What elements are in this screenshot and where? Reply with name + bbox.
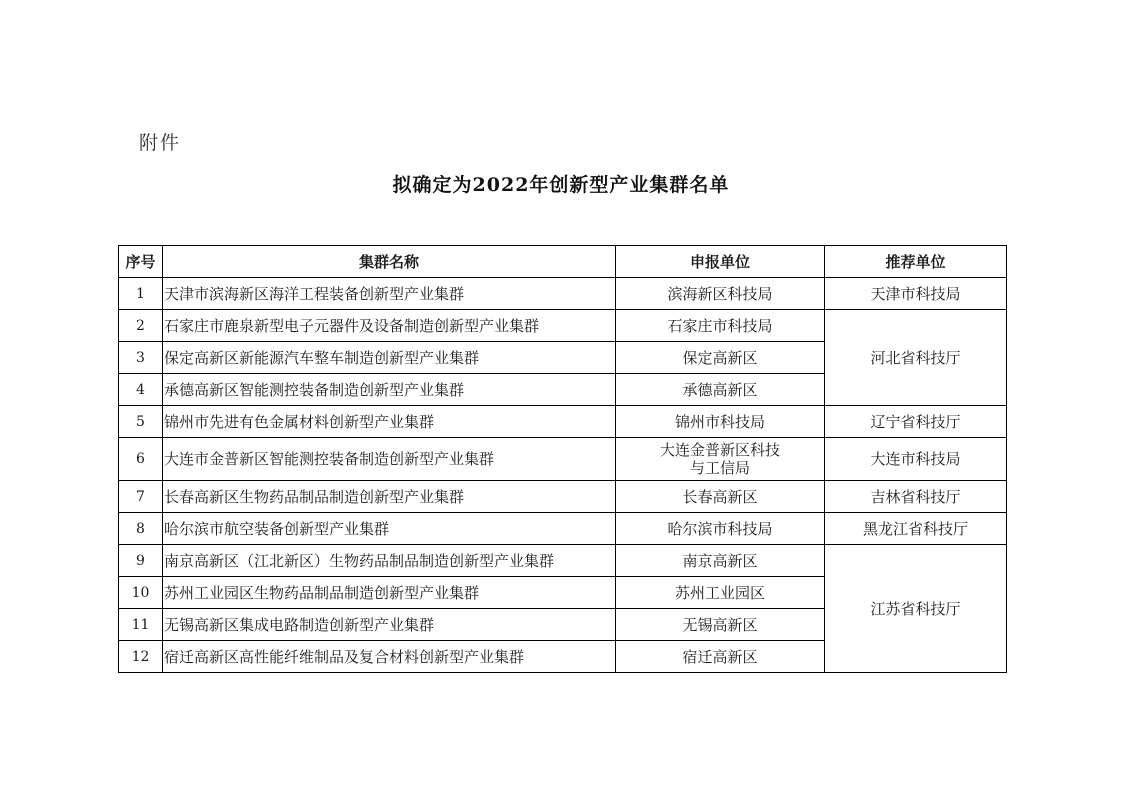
- row-applicant-cell: [616, 438, 825, 481]
- table-row: [119, 481, 1007, 513]
- attachment-label: 附件: [139, 132, 182, 154]
- row-cluster-name: 石家庄市鹿泉新型电子元器件及设备制造创新型产业集群: [163, 310, 616, 342]
- header-applicant: 申报单位: [616, 246, 825, 278]
- row-cluster-name: 宿迁高新区高性能纤维制品及复合材料创新型产业集群: [163, 641, 616, 673]
- header-index: 序号: [119, 246, 163, 278]
- row-applicant: 南京高新区: [616, 545, 825, 577]
- row-recommender: 大连市科技局: [825, 438, 1007, 481]
- row-cluster-name: 南京高新区（江北新区）生物药品制品制造创新型产业集群: [163, 545, 616, 577]
- row-index: 1: [119, 278, 163, 310]
- header-recommender: 推荐单位: [825, 246, 1007, 278]
- row-recommender: 河北省科技厅: [825, 310, 1007, 406]
- table-row: [119, 513, 1007, 545]
- row-recommender: 江苏省科技厅: [825, 545, 1007, 673]
- row-cluster-name: 大连市金普新区智能测控装备制造创新型产业集群: [163, 438, 616, 481]
- row-cluster-name: 保定高新区新能源汽车整车制造创新型产业集群: [163, 342, 616, 374]
- row-index: 10: [119, 577, 163, 609]
- table-row: [119, 278, 1007, 310]
- row-cluster-name: 锦州市先进有色金属材料创新型产业集群: [163, 406, 616, 438]
- row-index: 12: [119, 641, 163, 673]
- row-index: 5: [119, 406, 163, 438]
- row-applicant: 锦州市科技局: [616, 406, 825, 438]
- row-applicant: 石家庄市科技局: [616, 310, 825, 342]
- row-applicant: 滨海新区科技局: [616, 278, 825, 310]
- row-index: 6: [119, 438, 163, 481]
- cluster-list-table: [118, 245, 1007, 673]
- row-applicant: 大连金普新区科技与工信局: [659, 441, 780, 477]
- table-row: [119, 406, 1007, 438]
- row-index: 4: [119, 374, 163, 406]
- row-applicant: 苏州工业园区: [616, 577, 825, 609]
- row-applicant: 宿迁高新区: [616, 641, 825, 673]
- row-index: 8: [119, 513, 163, 545]
- row-cluster-name: 天津市滨海新区海洋工程装备创新型产业集群: [163, 278, 616, 310]
- row-cluster-name: 哈尔滨市航空装备创新型产业集群: [163, 513, 616, 545]
- row-recommender: 吉林省科技厅: [825, 481, 1007, 513]
- row-cluster-name: 苏州工业园区生物药品制品制造创新型产业集群: [163, 577, 616, 609]
- table-header-row: [119, 246, 1007, 278]
- row-recommender: 辽宁省科技厅: [825, 406, 1007, 438]
- row-applicant: 无锡高新区: [616, 609, 825, 641]
- table-row: [119, 545, 1007, 577]
- table-row: [119, 310, 1007, 342]
- document-title: 拟确定为2022年创新型产业集群名单: [392, 174, 730, 196]
- row-applicant: 保定高新区: [616, 342, 825, 374]
- row-applicant: 哈尔滨市科技局: [616, 513, 825, 545]
- row-recommender: 黑龙江省科技厅: [825, 513, 1007, 545]
- row-cluster-name: 长春高新区生物药品制品制造创新型产业集群: [163, 481, 616, 513]
- row-applicant: 承德高新区: [616, 374, 825, 406]
- row-index: 7: [119, 481, 163, 513]
- row-index: 9: [119, 545, 163, 577]
- row-cluster-name: 无锡高新区集成电路制造创新型产业集群: [163, 609, 616, 641]
- header-cluster-name: 集群名称: [163, 246, 616, 278]
- row-index: 11: [119, 609, 163, 641]
- row-applicant: 长春高新区: [616, 481, 825, 513]
- row-recommender: 天津市科技局: [825, 278, 1007, 310]
- row-index: 3: [119, 342, 163, 374]
- table-row: [119, 438, 1007, 481]
- row-cluster-name: 承德高新区智能测控装备制造创新型产业集群: [163, 374, 616, 406]
- row-index: 2: [119, 310, 163, 342]
